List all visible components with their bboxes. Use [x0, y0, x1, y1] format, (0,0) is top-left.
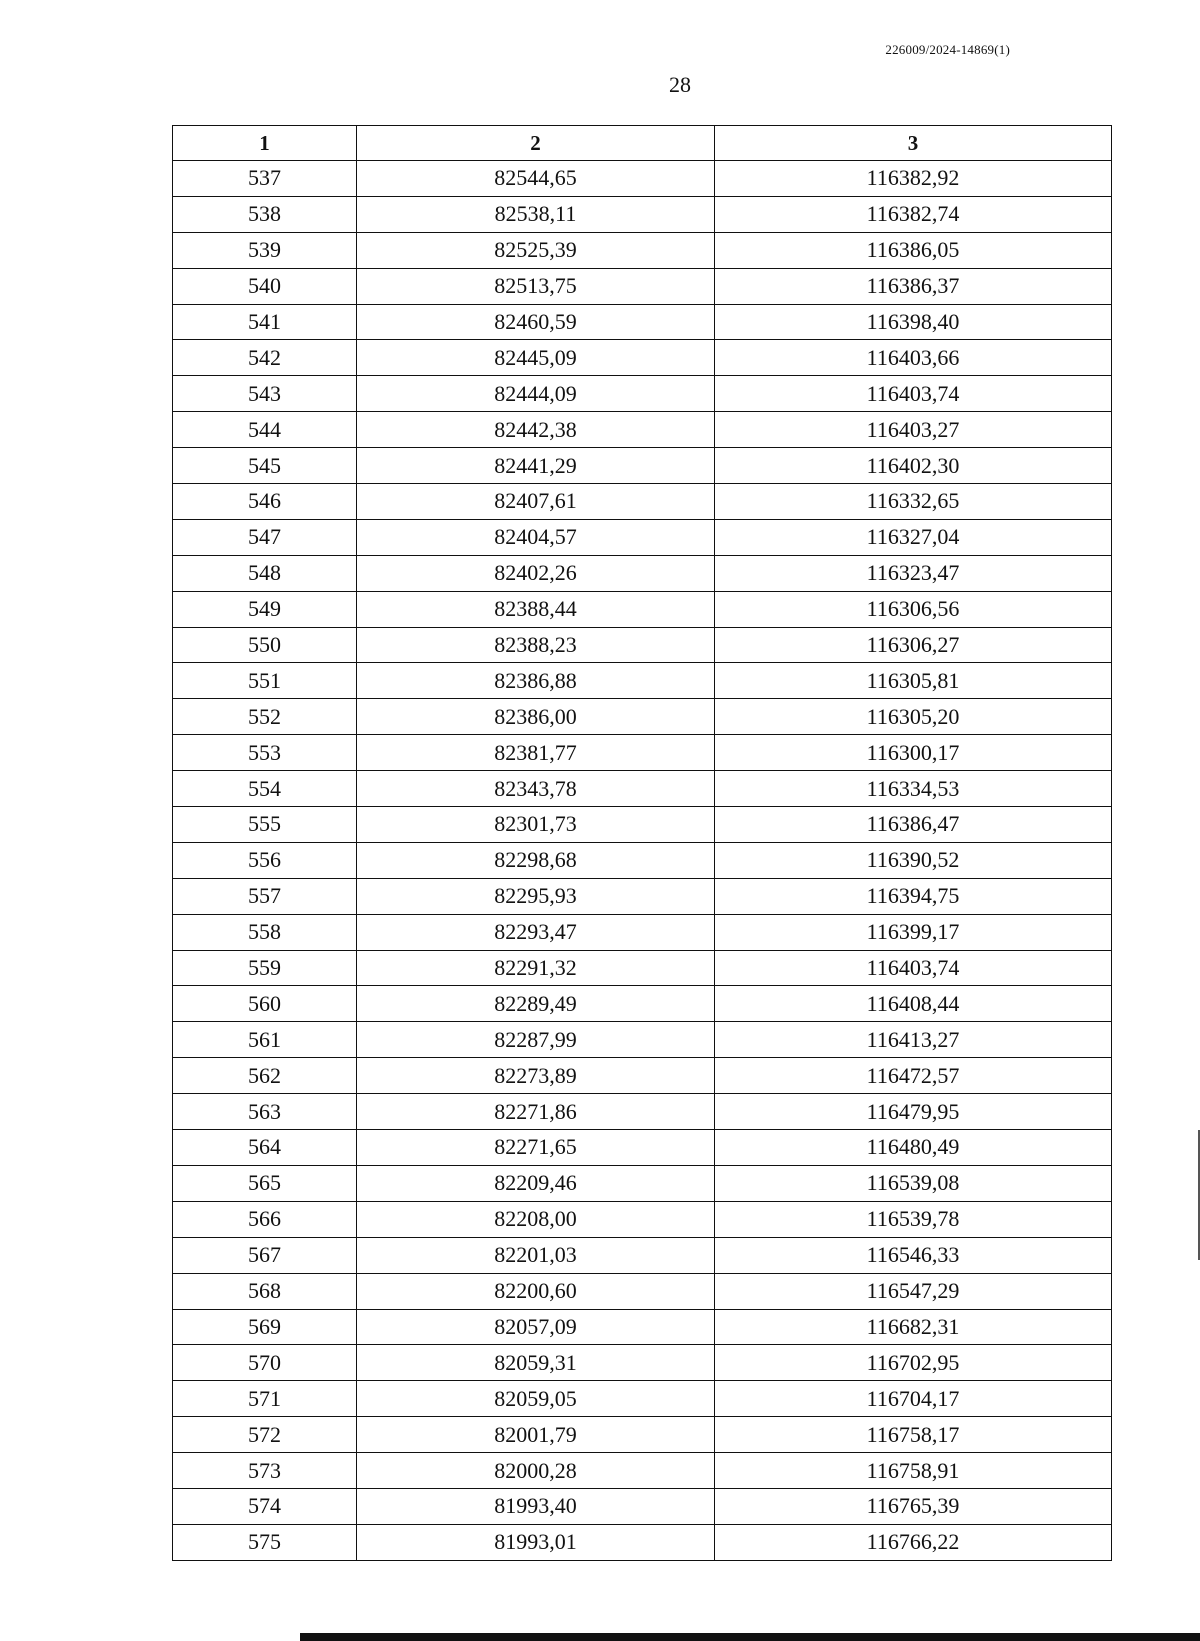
table-row	[173, 1417, 1112, 1453]
point-number-cell: 561	[173, 1022, 357, 1058]
coordinate-x-cell: 82538,11	[357, 196, 715, 232]
coordinate-y-cell: 116704,17	[715, 1381, 1112, 1417]
header-row	[173, 126, 1112, 161]
coordinate-x-cell: 82295,93	[357, 878, 715, 914]
coordinates-table	[172, 125, 1112, 1561]
coordinate-y-cell: 116403,74	[715, 376, 1112, 412]
coordinate-y-cell: 116382,74	[715, 196, 1112, 232]
coordinate-y-cell: 116305,81	[715, 663, 1112, 699]
table-row	[173, 1381, 1112, 1417]
point-number-cell: 554	[173, 771, 357, 807]
point-number-cell: 574	[173, 1488, 357, 1524]
point-number-cell: 551	[173, 663, 357, 699]
table-row	[173, 1453, 1112, 1489]
table-row	[173, 591, 1112, 627]
point-number-cell: 544	[173, 412, 357, 448]
coordinate-y-cell: 116403,66	[715, 340, 1112, 376]
table-row	[173, 986, 1112, 1022]
point-number-cell: 548	[173, 555, 357, 591]
coordinate-y-cell: 116758,91	[715, 1453, 1112, 1489]
coordinate-x-cell: 82287,99	[357, 1022, 715, 1058]
coordinate-y-cell: 116472,57	[715, 1058, 1112, 1094]
table-row	[173, 699, 1112, 735]
coordinate-y-cell: 116765,39	[715, 1488, 1112, 1524]
table-row	[173, 340, 1112, 376]
point-number-cell: 564	[173, 1130, 357, 1166]
point-number-cell: 570	[173, 1345, 357, 1381]
coordinate-y-cell: 116390,52	[715, 842, 1112, 878]
coordinate-x-cell: 82444,09	[357, 376, 715, 412]
coordinate-x-cell: 82460,59	[357, 304, 715, 340]
coordinate-x-cell: 82201,03	[357, 1237, 715, 1273]
point-number-cell: 568	[173, 1273, 357, 1309]
coordinate-x-cell: 82000,28	[357, 1453, 715, 1489]
coordinate-y-cell: 116323,47	[715, 555, 1112, 591]
coordinate-y-cell: 116300,17	[715, 735, 1112, 771]
point-number-cell: 540	[173, 268, 357, 304]
point-number-cell: 572	[173, 1417, 357, 1453]
point-number-cell: 557	[173, 878, 357, 914]
coordinate-x-cell: 82386,00	[357, 699, 715, 735]
coordinate-x-cell: 82343,78	[357, 771, 715, 807]
table-row	[173, 484, 1112, 520]
coordinate-y-cell: 116394,75	[715, 878, 1112, 914]
coordinate-y-cell: 116305,20	[715, 699, 1112, 735]
coordinate-y-cell: 116539,78	[715, 1201, 1112, 1237]
coordinate-x-cell: 82291,32	[357, 950, 715, 986]
coordinate-y-cell: 116702,95	[715, 1345, 1112, 1381]
table-row	[173, 376, 1112, 412]
coordinate-y-cell: 116327,04	[715, 519, 1112, 555]
coordinate-x-cell: 82442,38	[357, 412, 715, 448]
table-row	[173, 627, 1112, 663]
table-row	[173, 304, 1112, 340]
point-number-cell: 562	[173, 1058, 357, 1094]
coordinate-x-cell: 82441,29	[357, 448, 715, 484]
table-row	[173, 1488, 1112, 1524]
column-header-2: 2	[357, 126, 715, 161]
point-number-cell: 546	[173, 484, 357, 520]
table-row	[173, 1094, 1112, 1130]
table-row	[173, 268, 1112, 304]
table-row	[173, 555, 1112, 591]
column-header-1: 1	[173, 126, 357, 161]
coordinate-x-cell: 82271,86	[357, 1094, 715, 1130]
table-row	[173, 663, 1112, 699]
coordinate-y-cell: 116758,17	[715, 1417, 1112, 1453]
coordinate-x-cell: 82301,73	[357, 807, 715, 843]
coordinate-y-cell: 116403,74	[715, 950, 1112, 986]
coordinate-y-cell: 116682,31	[715, 1309, 1112, 1345]
table-row	[173, 232, 1112, 268]
table-row	[173, 950, 1112, 986]
table-row	[173, 878, 1112, 914]
coordinate-x-cell: 82525,39	[357, 232, 715, 268]
point-number-cell: 560	[173, 986, 357, 1022]
coordinate-x-cell: 82388,23	[357, 627, 715, 663]
point-number-cell: 537	[173, 161, 357, 197]
table-header	[173, 126, 1112, 161]
coordinate-x-cell: 82200,60	[357, 1273, 715, 1309]
coordinate-x-cell: 81993,01	[357, 1524, 715, 1560]
point-number-cell: 563	[173, 1094, 357, 1130]
coordinate-y-cell: 116546,33	[715, 1237, 1112, 1273]
point-number-cell: 575	[173, 1524, 357, 1560]
coordinate-x-cell: 82271,65	[357, 1130, 715, 1166]
table-row	[173, 1309, 1112, 1345]
table-row	[173, 1201, 1112, 1237]
table-row	[173, 1345, 1112, 1381]
coordinate-y-cell: 116382,92	[715, 161, 1112, 197]
point-number-cell: 571	[173, 1381, 357, 1417]
point-number-cell: 538	[173, 196, 357, 232]
table-row	[173, 1237, 1112, 1273]
table-row	[173, 1524, 1112, 1560]
table-row	[173, 161, 1112, 197]
point-number-cell: 558	[173, 914, 357, 950]
coordinate-x-cell: 82209,46	[357, 1165, 715, 1201]
coordinate-y-cell: 116334,53	[715, 771, 1112, 807]
point-number-cell: 549	[173, 591, 357, 627]
coordinate-y-cell: 116332,65	[715, 484, 1112, 520]
table-row	[173, 196, 1112, 232]
table-row	[173, 448, 1112, 484]
coordinate-x-cell: 82513,75	[357, 268, 715, 304]
point-number-cell: 539	[173, 232, 357, 268]
page-number: 28	[669, 72, 691, 97]
table-row	[173, 914, 1112, 950]
table-body	[173, 161, 1112, 1561]
point-number-cell: 545	[173, 448, 357, 484]
coordinate-x-cell: 82402,26	[357, 555, 715, 591]
scan-bottom-edge	[300, 1633, 1200, 1641]
coordinate-x-cell: 82386,88	[357, 663, 715, 699]
coordinate-x-cell: 82059,31	[357, 1345, 715, 1381]
point-number-cell: 543	[173, 376, 357, 412]
coordinate-x-cell: 82388,44	[357, 591, 715, 627]
coordinate-x-cell: 82404,57	[357, 519, 715, 555]
coordinate-x-cell: 82298,68	[357, 842, 715, 878]
point-number-cell: 552	[173, 699, 357, 735]
table-row	[173, 1022, 1112, 1058]
coordinate-x-cell: 82407,61	[357, 484, 715, 520]
point-number-cell: 553	[173, 735, 357, 771]
document-id: 226009/2024-14869(1)	[885, 42, 1010, 57]
coordinate-x-cell: 82059,05	[357, 1381, 715, 1417]
point-number-cell: 541	[173, 304, 357, 340]
coordinate-x-cell: 82544,65	[357, 161, 715, 197]
point-number-cell: 569	[173, 1309, 357, 1345]
coordinate-y-cell: 116386,37	[715, 268, 1112, 304]
coordinate-y-cell: 116402,30	[715, 448, 1112, 484]
point-number-cell: 550	[173, 627, 357, 663]
point-number-cell: 555	[173, 807, 357, 843]
coordinate-x-cell: 82057,09	[357, 1309, 715, 1345]
table-row	[173, 735, 1112, 771]
coordinate-x-cell: 82289,49	[357, 986, 715, 1022]
column-header-3: 3	[715, 126, 1112, 161]
coordinate-y-cell: 116306,27	[715, 627, 1112, 663]
coordinate-y-cell: 116403,27	[715, 412, 1112, 448]
coordinate-x-cell: 82293,47	[357, 914, 715, 950]
table-row	[173, 1273, 1112, 1309]
coordinate-y-cell: 116413,27	[715, 1022, 1112, 1058]
point-number-cell: 567	[173, 1237, 357, 1273]
coordinate-y-cell: 116408,44	[715, 986, 1112, 1022]
coordinate-y-cell: 116766,22	[715, 1524, 1112, 1560]
table-row	[173, 1058, 1112, 1094]
coordinate-x-cell: 82445,09	[357, 340, 715, 376]
coordinate-y-cell: 116479,95	[715, 1094, 1112, 1130]
point-number-cell: 547	[173, 519, 357, 555]
table-row	[173, 1165, 1112, 1201]
point-number-cell: 566	[173, 1201, 357, 1237]
coordinate-x-cell: 82001,79	[357, 1417, 715, 1453]
point-number-cell: 542	[173, 340, 357, 376]
coordinate-y-cell: 116306,56	[715, 591, 1112, 627]
table-row	[173, 807, 1112, 843]
coordinate-y-cell: 116386,05	[715, 232, 1112, 268]
coordinate-x-cell: 82273,89	[357, 1058, 715, 1094]
coordinate-y-cell: 116399,17	[715, 914, 1112, 950]
coordinate-x-cell: 82208,00	[357, 1201, 715, 1237]
coordinate-y-cell: 116480,49	[715, 1130, 1112, 1166]
coordinate-x-cell: 81993,40	[357, 1488, 715, 1524]
table-row	[173, 842, 1112, 878]
table-row	[173, 519, 1112, 555]
table-row	[173, 771, 1112, 807]
table-row	[173, 412, 1112, 448]
coordinate-y-cell: 116386,47	[715, 807, 1112, 843]
coordinate-y-cell: 116547,29	[715, 1273, 1112, 1309]
table-row	[173, 1130, 1112, 1166]
point-number-cell: 556	[173, 842, 357, 878]
coordinate-y-cell: 116398,40	[715, 304, 1112, 340]
point-number-cell: 559	[173, 950, 357, 986]
point-number-cell: 565	[173, 1165, 357, 1201]
point-number-cell: 573	[173, 1453, 357, 1489]
coordinate-y-cell: 116539,08	[715, 1165, 1112, 1201]
coordinate-x-cell: 82381,77	[357, 735, 715, 771]
